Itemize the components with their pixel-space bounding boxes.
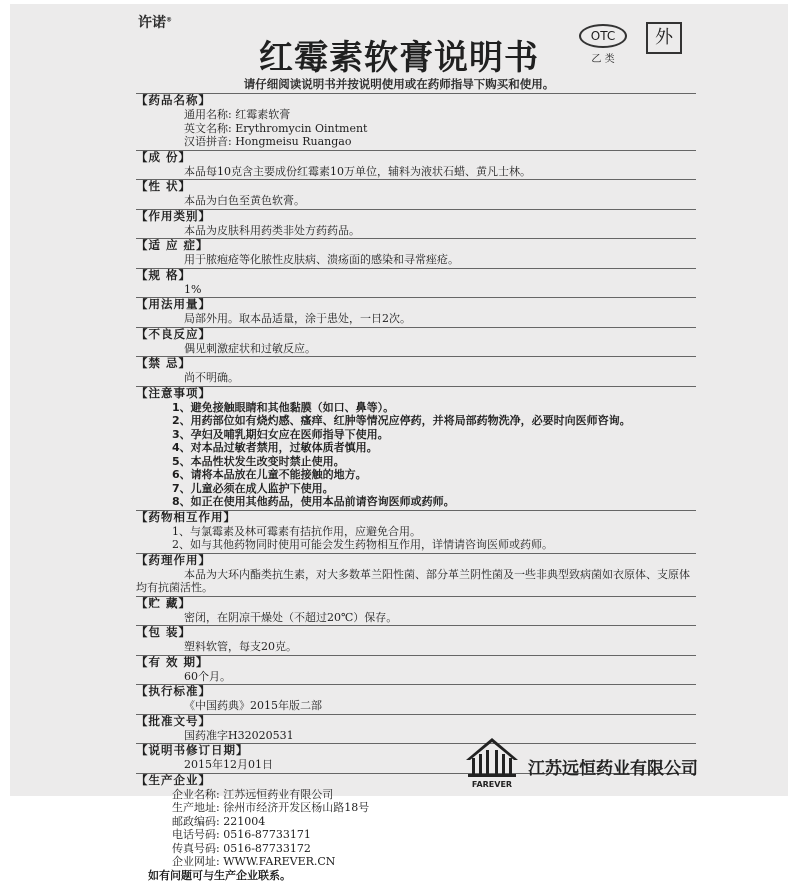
- contraindications-text: 尚不明确。: [136, 371, 696, 385]
- company-address: 生产地址: 徐州市经济开发区杨山路18号: [136, 801, 696, 815]
- section-header-validity: 【有 效 期】: [136, 655, 696, 670]
- company-website: 企业网址: WWW.FAREVER.CN: [136, 855, 696, 869]
- logo-mark-text: FAREVER: [472, 780, 512, 789]
- section-header-spec: 【规 格】: [136, 268, 696, 283]
- english-name: 英文名称: Erythromycin Ointment: [136, 122, 696, 136]
- approval-text: 国药准字H32020531: [136, 729, 696, 743]
- generic-name: 通用名称: 红霉素软膏: [136, 108, 696, 122]
- section-header-description: 【性 状】: [136, 179, 696, 194]
- section-header-precautions: 【注意事项】: [136, 386, 696, 401]
- precaution-item: 1、避免接触眼睛和其他黏膜（如口、鼻等）。: [136, 401, 696, 415]
- interaction-item: 1、与氯霉素及林可霉素有拮抗作用，应避免合用。: [136, 525, 696, 539]
- section-header-composition: 【成 份】: [136, 150, 696, 165]
- package-text: 塑料软管，每支20克。: [136, 640, 696, 654]
- section-header-interactions: 【药物相互作用】: [136, 510, 696, 525]
- precaution-item: 3、孕妇及哺乳期妇女应在医师指导下使用。: [136, 428, 696, 442]
- precaution-item: 8、如正在使用其他药品，使用本品前请咨询医师或药师。: [136, 495, 696, 509]
- otc-label: OTC: [579, 24, 627, 48]
- section-header-storage: 【贮 藏】: [136, 596, 696, 611]
- interaction-item: 2、如与其他药物同时使用可能会发生药物相互作用，详情请咨询医师或药师。: [136, 538, 696, 552]
- standard-text: 《中国药典》2015年版二部: [136, 699, 696, 713]
- section-header-name: 【药品名称】: [136, 93, 696, 108]
- company-phone: 电话号码: 0516-87733171: [136, 828, 696, 842]
- page-title: 红霉素软膏说明书: [10, 30, 788, 79]
- brand-name: 许诺: [138, 15, 166, 31]
- precaution-item: 2、用药部位如有烧灼感、瘙痒、红肿等情况应停药，并将局部药物洗净，必要时向医师咨询。: [136, 414, 696, 428]
- section-header-standard: 【执行标准】: [136, 684, 696, 699]
- precaution-item: 5、本品性状发生改变时禁止使用。: [136, 455, 696, 469]
- precaution-item: 4、对本品过敏者禁用，过敏体质者慎用。: [136, 441, 696, 455]
- farever-logo: [462, 734, 522, 790]
- precaution-item: 7、儿童必须在成人监护下使用。: [136, 482, 696, 496]
- section-header-package: 【包 装】: [136, 625, 696, 640]
- spec-text: 1%: [136, 283, 696, 297]
- external-use-badge: 外: [646, 22, 682, 54]
- description-text: 本品为白色至黄色软膏。: [136, 194, 696, 208]
- indications-text: 用于脓疱疮等化脓性皮肤病、溃疡面的感染和寻常痤疮。: [136, 253, 696, 267]
- company-fax: 传真号码: 0516-87733172: [136, 842, 696, 856]
- brand-logo: 许诺®: [138, 12, 172, 32]
- section-header-category: 【作用类别】: [136, 209, 696, 224]
- company-postcode: 邮政编码: 221004: [136, 815, 696, 829]
- composition-text: 本品每10克含主要成份红霉素10万单位，辅料为液状石蜡、黄凡士林。: [136, 165, 696, 179]
- section-header-adverse: 【不良反应】: [136, 327, 696, 342]
- section-header-revision: 【说明书修订日期】: [136, 743, 696, 758]
- pharmacology-text: 本品为大环内酯类抗生素，对大多数革兰阳性菌、部分革兰阴性菌及一些非典型致病菌如衣原体、支原体均有抗菌活性。: [136, 568, 696, 595]
- section-header-pharmacology: 【药理作用】: [136, 553, 696, 568]
- revision-text: 2015年12月01日: [136, 758, 696, 772]
- company-name: 企业名称: 江苏远恒药业有限公司: [136, 788, 696, 802]
- otc-badge: [576, 24, 630, 68]
- contact-note: 如有问题可与生产企业联系。: [136, 869, 696, 882]
- precaution-item: 6、请将本品放在儿童不能接触的地方。: [136, 468, 696, 482]
- page-subtitle: 请仔细阅读说明书并按说明使用或在药师指导下购买和使用。: [10, 76, 788, 92]
- section-header-contraindications: 【禁 忌】: [136, 356, 696, 371]
- storage-text: 密闭，在阴凉干燥处（不超过20℃）保存。: [136, 611, 696, 625]
- category-text: 本品为皮肤科用药类非处方药药品。: [136, 224, 696, 238]
- usage-text: 局部外用。取本品适量，涂于患处，一日2次。: [136, 312, 696, 326]
- section-header-indications: 【适 应 症】: [136, 238, 696, 253]
- instruction-sheet: [10, 4, 788, 796]
- section-header-approval: 【批准文号】: [136, 714, 696, 729]
- logo-company-name: 江苏远恒药业有限公司: [528, 754, 698, 779]
- validity-text: 60个月。: [136, 670, 696, 684]
- section-header-manufacturer: 【生产企业】: [136, 773, 696, 788]
- otc-class: 乙 类: [576, 50, 630, 65]
- adverse-text: 偶见刺激症状和过敏反应。: [136, 342, 696, 356]
- section-header-usage: 【用法用量】: [136, 297, 696, 312]
- pinyin-name: 汉语拼音: Hongmeisu Ruangao: [136, 135, 696, 149]
